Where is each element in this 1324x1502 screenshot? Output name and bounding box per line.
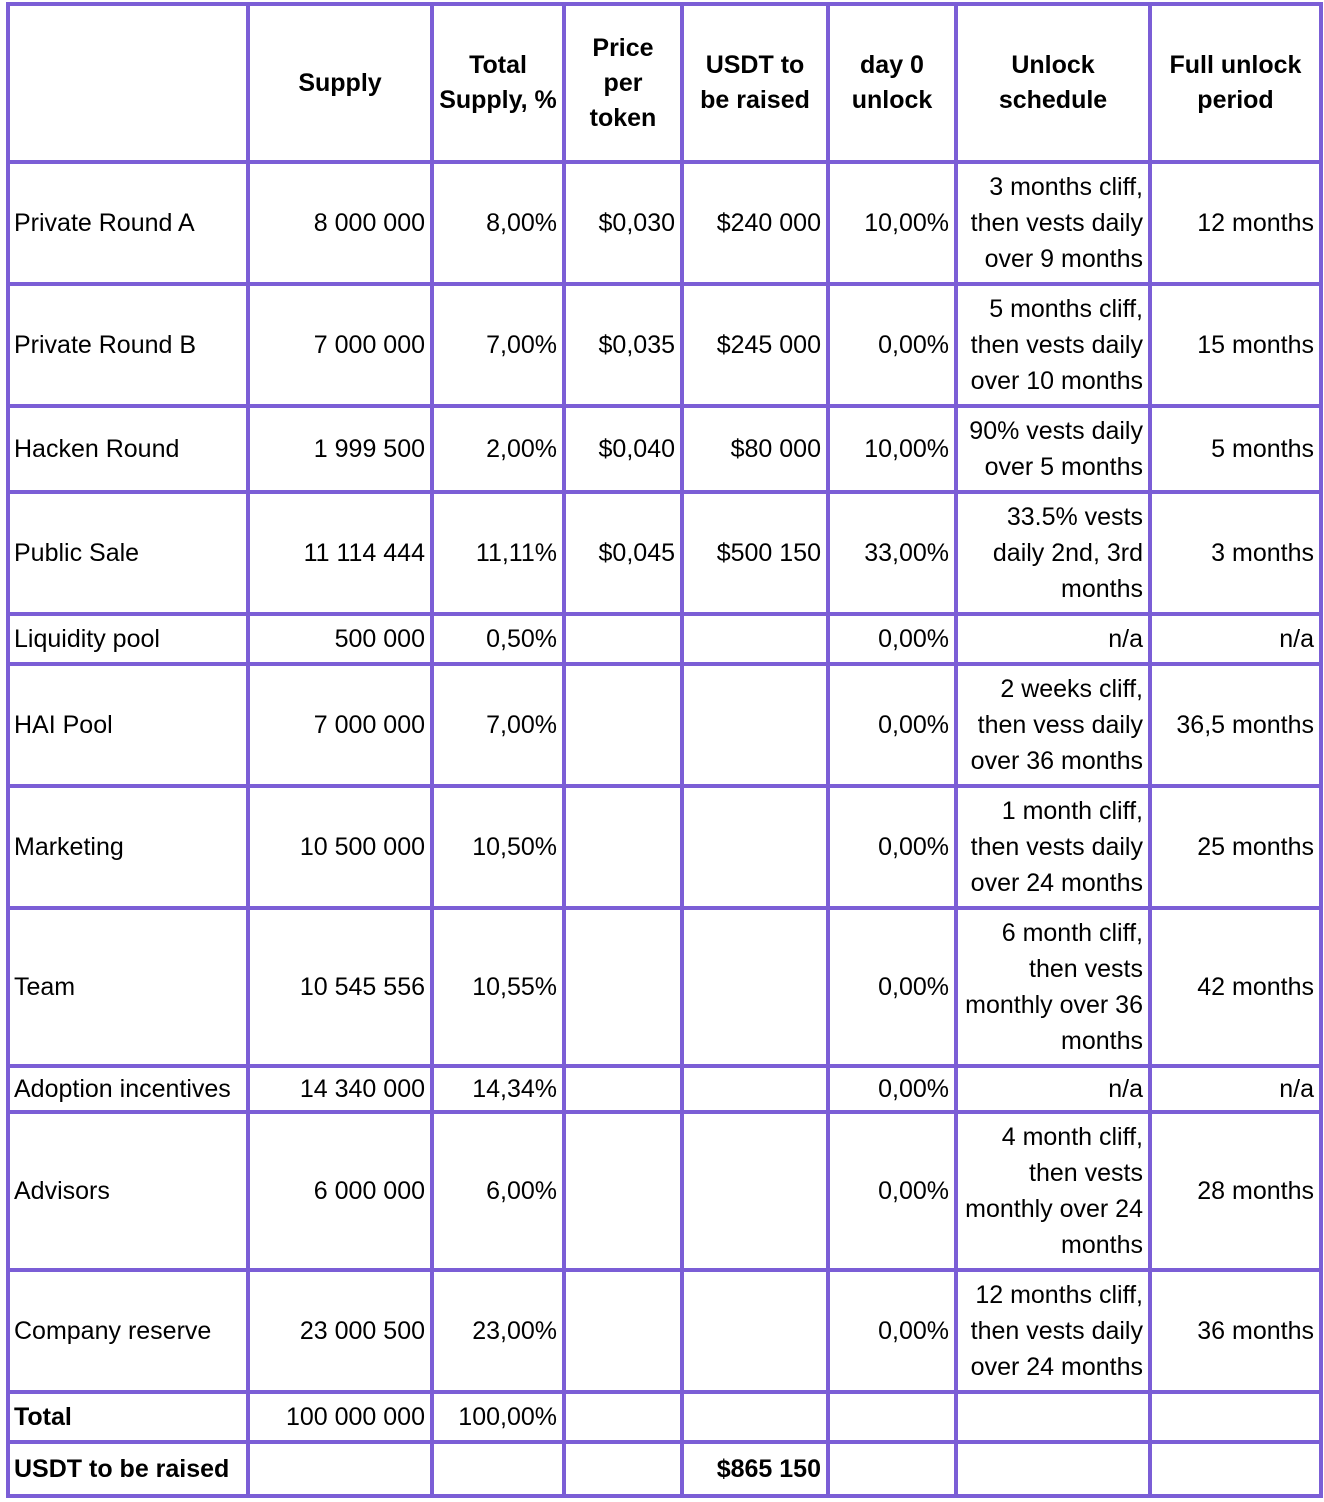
row-supply: 23 000 500 [248,1270,432,1392]
usdt-price-empty [564,1442,682,1496]
row-price [564,614,682,664]
row-price: $0,040 [564,406,682,492]
row-period: 36 months [1150,1270,1321,1392]
row-supply: 10 500 000 [248,786,432,908]
row-pct: 0,50% [432,614,564,664]
row-price: $0,045 [564,492,682,614]
row-usdt [682,786,828,908]
row-name: Liquidity pool [8,614,248,664]
row-pct: 7,00% [432,284,564,406]
row-supply: 7 000 000 [248,664,432,786]
row-price [564,1066,682,1112]
row-supply: 500 000 [248,614,432,664]
row-period: n/a [1150,614,1321,664]
row-name: Private Round A [8,162,248,284]
row-name: Adoption incentives [8,1066,248,1112]
table-row [8,492,1321,614]
header-price-per-token: Price per token [564,4,682,162]
row-period: n/a [1150,1066,1321,1112]
table-row [8,664,1321,786]
usdt-total-row [8,1442,1321,1496]
total-schedule-empty [956,1392,1150,1442]
usdt-total-label: USDT to be raised [8,1442,248,1496]
table-row [8,1270,1321,1392]
row-pct: 11,11% [432,492,564,614]
header-day0-unlock: day 0 unlock [828,4,956,162]
row-schedule: 6 month cliff, then vests monthly over 36 months [956,908,1150,1066]
header-row [8,4,1321,162]
header-unlock-schedule: Unlock schedule [956,4,1150,162]
table-row [8,162,1321,284]
row-schedule: 4 month cliff, then vests monthly over 24 months [956,1112,1150,1270]
total-day0-empty [828,1392,956,1442]
row-day0: 0,00% [828,1066,956,1112]
row-price: $0,035 [564,284,682,406]
row-day0: 0,00% [828,908,956,1066]
row-price: $0,030 [564,162,682,284]
row-name: Private Round B [8,284,248,406]
usdt-period-empty [1150,1442,1321,1496]
row-name: Company reserve [8,1270,248,1392]
row-day0: 0,00% [828,1112,956,1270]
row-price [564,1112,682,1270]
table-row [8,406,1321,492]
row-usdt: $245 000 [682,284,828,406]
row-schedule: 12 months cliff, then vests daily over 24 months [956,1270,1150,1392]
row-usdt: $240 000 [682,162,828,284]
row-schedule: n/a [956,614,1150,664]
row-usdt [682,614,828,664]
total-period-empty [1150,1392,1321,1442]
row-name: Team [8,908,248,1066]
row-schedule: 90% vests daily over 5 months [956,406,1150,492]
table-row [8,908,1321,1066]
row-name: HAI Pool [8,664,248,786]
row-period: 36,5 months [1150,664,1321,786]
row-period: 28 months [1150,1112,1321,1270]
row-day0: 0,00% [828,614,956,664]
table-row [8,284,1321,406]
table-row [8,614,1321,664]
row-schedule: 5 months cliff, then vests daily over 10 months [956,284,1150,406]
usdt-supply-empty [248,1442,432,1496]
row-day0: 10,00% [828,406,956,492]
row-day0: 0,00% [828,284,956,406]
header-supply: Supply [248,4,432,162]
row-supply: 1 999 500 [248,406,432,492]
row-period: 3 months [1150,492,1321,614]
row-period: 25 months [1150,786,1321,908]
row-supply: 8 000 000 [248,162,432,284]
row-day0: 10,00% [828,162,956,284]
total-supply: 100 000 000 [248,1392,432,1442]
row-name: Public Sale [8,492,248,614]
row-pct: 2,00% [432,406,564,492]
header-empty [8,4,248,162]
row-supply: 10 545 556 [248,908,432,1066]
table-body [8,162,1321,1496]
row-schedule: 33.5% vests daily 2nd, 3rd months [956,492,1150,614]
row-period: 5 months [1150,406,1321,492]
row-name: Marketing [8,786,248,908]
row-schedule: 1 month cliff, then vests daily over 24 months [956,786,1150,908]
row-price [564,664,682,786]
row-usdt [682,664,828,786]
row-name: Hacken Round [8,406,248,492]
row-usdt [682,1112,828,1270]
usdt-total-value: $865 150 [682,1442,828,1496]
row-period: 42 months [1150,908,1321,1066]
row-price [564,908,682,1066]
tokenomics-table [6,2,1323,1498]
table-row [8,1066,1321,1112]
row-usdt: $500 150 [682,492,828,614]
table-row [8,786,1321,908]
row-day0: 33,00% [828,492,956,614]
row-period: 15 months [1150,284,1321,406]
row-schedule: 2 weeks cliff, then vess daily over 36 months [956,664,1150,786]
total-row [8,1392,1321,1442]
row-pct: 10,55% [432,908,564,1066]
table-header [8,4,1321,162]
row-supply: 11 114 444 [248,492,432,614]
row-usdt [682,1066,828,1112]
header-full-unlock-period: Full unlock period [1150,4,1321,162]
total-usdt-empty [682,1392,828,1442]
total-label: Total [8,1392,248,1442]
row-schedule: n/a [956,1066,1150,1112]
total-pct: 100,00% [432,1392,564,1442]
header-usdt-to-be-raised: USDT to be raised [682,4,828,162]
row-pct: 6,00% [432,1112,564,1270]
usdt-day0-empty [828,1442,956,1496]
row-supply: 14 340 000 [248,1066,432,1112]
row-price [564,786,682,908]
row-day0: 0,00% [828,664,956,786]
row-name: Advisors [8,1112,248,1270]
header-total-supply: Total Supply, % [432,4,564,162]
row-schedule: 3 months cliff, then vests daily over 9 months [956,162,1150,284]
row-pct: 7,00% [432,664,564,786]
row-price [564,1270,682,1392]
row-usdt [682,908,828,1066]
usdt-schedule-empty [956,1442,1150,1496]
table-row [8,1112,1321,1270]
row-usdt [682,1270,828,1392]
row-pct: 8,00% [432,162,564,284]
row-period: 12 months [1150,162,1321,284]
row-pct: 10,50% [432,786,564,908]
row-pct: 14,34% [432,1066,564,1112]
row-usdt: $80 000 [682,406,828,492]
row-day0: 0,00% [828,786,956,908]
total-price-empty [564,1392,682,1442]
row-supply: 6 000 000 [248,1112,432,1270]
usdt-pct-empty [432,1442,564,1496]
row-pct: 23,00% [432,1270,564,1392]
row-day0: 0,00% [828,1270,956,1392]
row-supply: 7 000 000 [248,284,432,406]
